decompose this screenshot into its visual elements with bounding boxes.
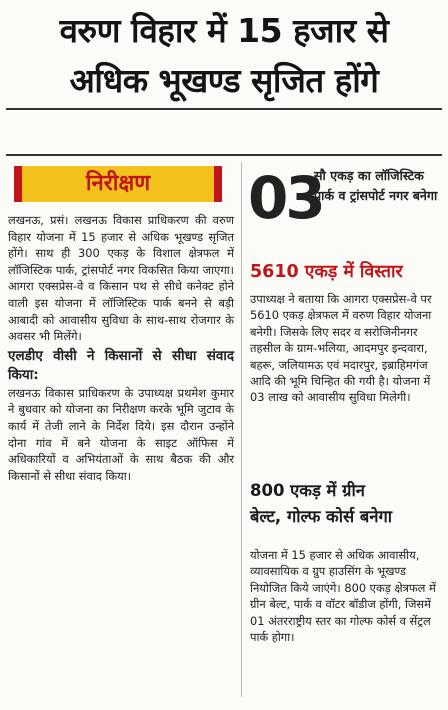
left-paragraph-2: लखनऊ विकास प्राधिकरण के उपाध्यक्ष प्रथमेश कुमार ने बुधवार को योजना का निरीक्षण करके भूमि जुटाव के कार्य में तेजी लाने के निर्देश दिये। इस दौरान उन्होंने दोना गांव में बने योजना के साइट ऑफिस में अधिकारियों व अभियंताओं के साथ बैठक की और किसानों से सीधा संवाद किया। bbox=[8, 385, 234, 483]
big-number: 03 bbox=[248, 164, 323, 232]
headline-line-1: वरुण विहार में 15 हजार से bbox=[59, 11, 389, 50]
right-paragraph-1: उपाध्यक्ष ने बताया कि आगरा एक्सप्रेस-वे पर 5610 एकड़ क्षेत्रफल में वरुण विहार योजना बनेगी। जिसके लिए सदर व सरोजिनीनगर तहसील के ग्राम-भलिया, आदमपुर इन्दवारा, बहरू, जलियामऊ एवं मदारपुर, इब्राहिमगंज आदि की भूमि चिन्हित की गयी है। योजना में 03 लाख को आवासीय सुविधा मिलेगी। bbox=[250, 292, 432, 405]
big-number-caption: सौ एकड़ का लॉजिस्टिक पार्क व ट्रांसपोर्ट नगर बनेगा bbox=[314, 168, 438, 203]
right-paragraph-2: योजना में 15 हजार से अधिक आवासीय, व्यावसायिक व ग्रुप हाउसिंग के भूखण्ड नियोजित किये जाएंगे। 800 एकड़ क्षेत्रफल में ग्रीन बेल्ट, पार्क व वॉटर बॉडीज होंगी, जिसमें 01 अंतरराष्ट्रीय स्तर का गोल्फ कोर्स व सेंट्रल पार्क होगा। bbox=[250, 548, 436, 645]
right-subhead-1: 5610 एकड़ में विस्तार bbox=[250, 262, 403, 282]
headline bbox=[6, 6, 442, 106]
headline-line-2: अधिक भूखण्ड सृजित होंगे bbox=[69, 61, 379, 100]
column-divider bbox=[241, 162, 242, 697]
right-subhead-2-line-1: 800 एकड़ में ग्रीन bbox=[250, 481, 365, 500]
right-subhead-2-line-2: बेल्ट, गोल्फ कोर्स बनेगा bbox=[250, 507, 393, 526]
headline-divider bbox=[6, 154, 442, 156]
left-paragraph-1: लखनऊ, प्रसं। लखनऊ विकास प्राधिकरण की वरुण विहार योजना में 15 हजार से अधिक भूखण्ड सृजित होंगे। साथ ही 300 एकड़ के विशाल क्षेत्रफल में लॉजिस्टिक पार्क, ट्रांसपोर्ट नगर विकसित किया जाएगा। आगरा एक्सप्रेस-वे व किसान पथ से सीधे कनेक्ट होने वाली इस योजना में लॉजिस्टिक पार्क बनने से बड़ी आबादी को आवासीय सुविधा के साथ-साथ रोजगार के अवसर भी मिलेंगे। bbox=[8, 213, 234, 344]
left-subhead: एलडीए वीसी ने किसानों से सीधा संवाद किया: bbox=[8, 347, 234, 383]
right-subhead-2 bbox=[250, 478, 442, 530]
left-column bbox=[8, 212, 234, 484]
headline-top-rule bbox=[6, 108, 442, 110]
section-tag: निरीक्षण bbox=[14, 166, 222, 202]
